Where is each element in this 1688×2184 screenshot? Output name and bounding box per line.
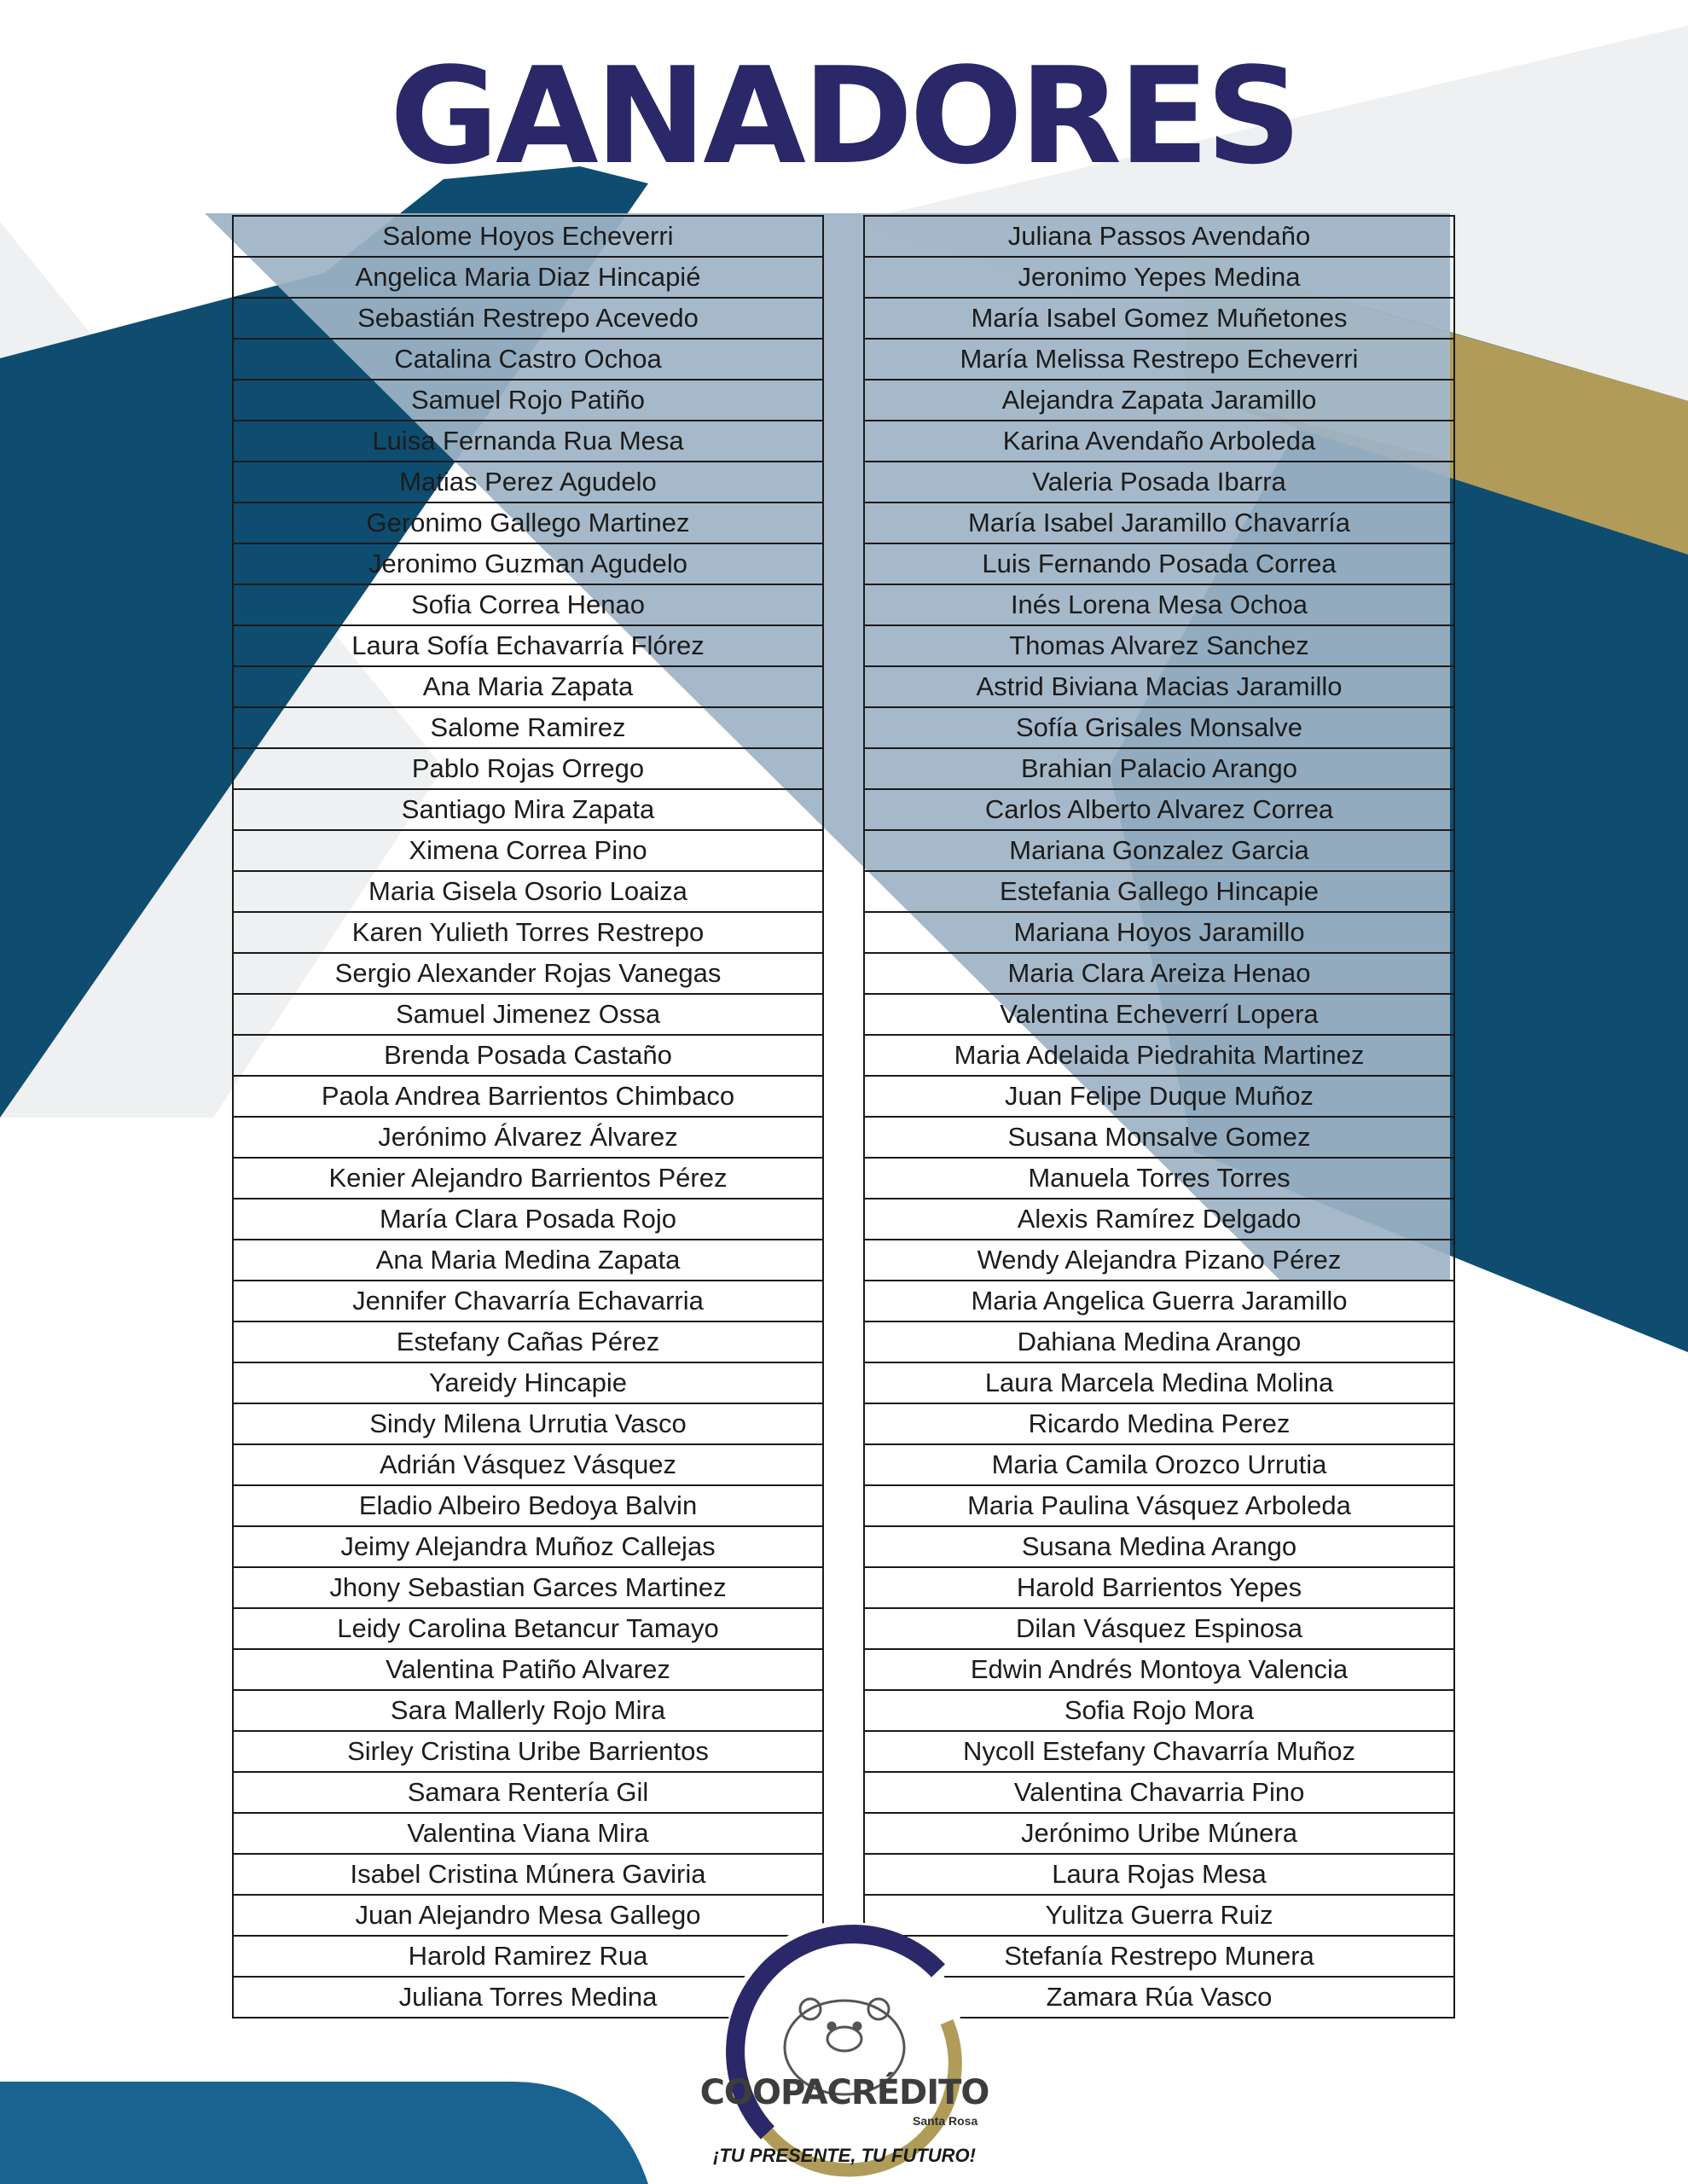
winner-name-row: Zamara Rúa Vasco — [865, 1976, 1453, 2017]
winner-name-row: Salome Ramirez — [234, 706, 822, 747]
winner-name-row: Jennifer Chavarría Echavarria — [234, 1280, 822, 1321]
winner-name-row: Karen Yulieth Torres Restrepo — [234, 911, 822, 952]
winner-name-row: Susana Monsalve Gomez — [865, 1116, 1453, 1157]
winner-name-row: Eladio Albeiro Bedoya Balvin — [234, 1484, 822, 1525]
winner-name-row: Valentina Patiño Alvarez — [234, 1648, 822, 1689]
winner-name-row: Pablo Rojas Orrego — [234, 747, 822, 788]
winner-name-row: Maria Paulina Vásquez Arboleda — [865, 1484, 1453, 1525]
winner-name-row: Maria Camila Orozco Urrutia — [865, 1443, 1453, 1484]
winner-name-row: María Clara Posada Rojo — [234, 1198, 822, 1239]
winner-name-row: Alejandra Zapata Jaramillo — [865, 379, 1453, 420]
winner-name-row: Jeimy Alejandra Muñoz Callejas — [234, 1525, 822, 1566]
winner-name-row: Brenda Posada Castaño — [234, 1034, 822, 1075]
winner-name-row: Wendy Alejandra Pizano Pérez — [865, 1239, 1453, 1280]
winner-name-row: Samuel Jimenez Ossa — [234, 993, 822, 1034]
winner-name-row: Juliana Torres Medina — [234, 1976, 822, 2017]
winner-name-row: Astrid Biviana Macias Jaramillo — [865, 665, 1453, 706]
winner-name-row: Dahiana Medina Arango — [865, 1321, 1453, 1362]
winner-name-row: Leidy Carolina Betancur Tamayo — [234, 1607, 822, 1648]
winner-name-row: Sara Mallerly Rojo Mira — [234, 1689, 822, 1730]
winner-name-row: Luis Fernando Posada Correa — [865, 543, 1453, 584]
winner-name-row: Inés Lorena Mesa Ochoa — [865, 584, 1453, 624]
winner-name-row: Sirley Cristina Uribe Barrientos — [234, 1730, 822, 1771]
winner-name-row: Samara Rentería Gil — [234, 1771, 822, 1812]
winner-name-row: Manuela Torres Torres — [865, 1157, 1453, 1198]
winner-name-row: María Melissa Restrepo Echeverri — [865, 338, 1453, 379]
winner-name-row: Dilan Vásquez Espinosa — [865, 1607, 1453, 1648]
winner-name-row: Edwin Andrés Montoya Valencia — [865, 1648, 1453, 1689]
winner-name-row: Sebastián Restrepo Acevedo — [234, 297, 822, 338]
winner-name-row: Thomas Alvarez Sanchez — [865, 624, 1453, 665]
winner-name-row: Nycoll Estefany Chavarría Muñoz — [865, 1730, 1453, 1771]
winner-name-row: Adrián Vásquez Vásquez — [234, 1443, 822, 1484]
winner-name-row: Samuel Rojo Patiño — [234, 379, 822, 420]
logo-brand-text: COOPACRÉDITO — [699, 2073, 989, 2112]
winner-name-row: Valeria Posada Ibarra — [865, 461, 1453, 502]
winner-name-row: Kenier Alejandro Barrientos Pérez — [234, 1157, 822, 1198]
winner-name-row: Juan Alejandro Mesa Gallego — [234, 1894, 822, 1935]
winner-name-row: Jerónimo Álvarez Álvarez — [234, 1116, 822, 1157]
winner-name-row: Yulitza Guerra Ruiz — [865, 1894, 1453, 1935]
winner-name-row: Jhony Sebastian Garces Martinez — [234, 1566, 822, 1607]
winner-name-row: María Isabel Jaramillo Chavarría — [865, 502, 1453, 543]
winner-name-row: Juan Felipe Duque Muñoz — [865, 1075, 1453, 1116]
winner-name-row: Mariana Gonzalez Garcia — [865, 829, 1453, 870]
winner-name-row: Geronimo Gallego Martinez — [234, 502, 822, 543]
winner-name-row: Juliana Passos Avendaño — [1007, 221, 1311, 251]
winner-name-row: Santiago Mira Zapata — [234, 788, 822, 829]
winner-name-row: Susana Medina Arango — [865, 1525, 1453, 1566]
winner-name-row: Alexis Ramírez Delgado — [865, 1198, 1453, 1239]
winner-name-row: Estefania Gallego Hincapie — [865, 870, 1453, 911]
winner-name-row: Maria Adelaida Piedrahita Martinez — [865, 1034, 1453, 1075]
winner-name-row: Angelica Maria Diaz Hincapié — [234, 256, 822, 297]
winner-name-row: Ricardo Medina Perez — [865, 1403, 1453, 1443]
winner-name-row: Carlos Alberto Alvarez Correa — [865, 788, 1453, 829]
winner-name-row: Jeronimo Guzman Agudelo — [234, 543, 822, 584]
winner-name-row: Maria Gisela Osorio Loaiza — [234, 870, 822, 911]
winner-name-row: Valentina Chavarria Pino — [865, 1771, 1453, 1812]
winner-name-row: Luisa Fernanda Rua Mesa — [234, 420, 822, 461]
winner-name-row: Laura Rojas Mesa — [865, 1853, 1453, 1894]
bg-bottom-wave — [0, 2082, 648, 2184]
winner-name-row: Maria Clara Areiza Henao — [865, 952, 1453, 993]
winner-name-row: Laura Marcela Medina Molina — [865, 1362, 1453, 1403]
winners-table-right — [863, 215, 1455, 2018]
winner-name-row: Matias Perez Agudelo — [234, 461, 822, 502]
winner-name-row: Karina Avendaño Arboleda — [865, 420, 1453, 461]
winner-name-row: Harold Barrientos Yepes — [865, 1566, 1453, 1607]
winners-table-left — [232, 215, 824, 2018]
logo-subtitle: Santa Rosa — [913, 2114, 978, 2128]
winner-name-row: Sofía Grisales Monsalve — [865, 706, 1453, 747]
winner-name-row: Valentina Echeverrí Lopera — [865, 993, 1453, 1034]
winner-name-row: Estefany Cañas Pérez — [234, 1321, 822, 1362]
winner-name-row: Yareidy Hincapie — [234, 1362, 822, 1403]
winner-name-row: Ana Maria Zapata — [234, 665, 822, 706]
winner-name-row: Mariana Hoyos Jaramillo — [865, 911, 1453, 952]
winner-name-row: Isabel Cristina Múnera Gaviria — [234, 1853, 822, 1894]
winner-name-row: Harold Ramirez Rua — [234, 1935, 822, 1976]
winner-name-row: Laura Sofía Echavarría Flórez — [234, 624, 822, 665]
winner-name-row: Jerónimo Uribe Múnera — [865, 1812, 1453, 1853]
winner-name-row: Sergio Alexander Rojas Vanegas — [234, 952, 822, 993]
winner-name-row: Paola Andrea Barrientos Chimbaco — [234, 1075, 822, 1116]
winner-name-row: Stefanía Restrepo Munera — [865, 1935, 1453, 1976]
winner-name-row: Valentina Viana Mira — [234, 1812, 822, 1853]
winner-name-row: Maria Angelica Guerra Jaramillo — [865, 1280, 1453, 1321]
winner-name-row: Ximena Correa Pino — [234, 829, 822, 870]
winner-name-row: Catalina Castro Ochoa — [234, 338, 822, 379]
winner-name-row: Brahian Palacio Arango — [865, 747, 1453, 788]
page-title: GANADORES — [389, 38, 1299, 194]
logo-slogan: ¡TU PRESENTE, TU FUTURO! — [713, 2145, 976, 2166]
winner-name-row: Jeronimo Yepes Medina — [865, 256, 1453, 297]
winner-name-row: Sofia Correa Henao — [234, 584, 822, 624]
winner-name-row: Sindy Milena Urrutia Vasco — [234, 1403, 822, 1443]
winner-name-row: Salome Hoyos Echeverri — [382, 221, 674, 251]
winner-name-row: Sofia Rojo Mora — [865, 1689, 1453, 1730]
winner-name-row: Ana Maria Medina Zapata — [234, 1239, 822, 1280]
winner-name-row: María Isabel Gomez Muñetones — [865, 297, 1453, 338]
